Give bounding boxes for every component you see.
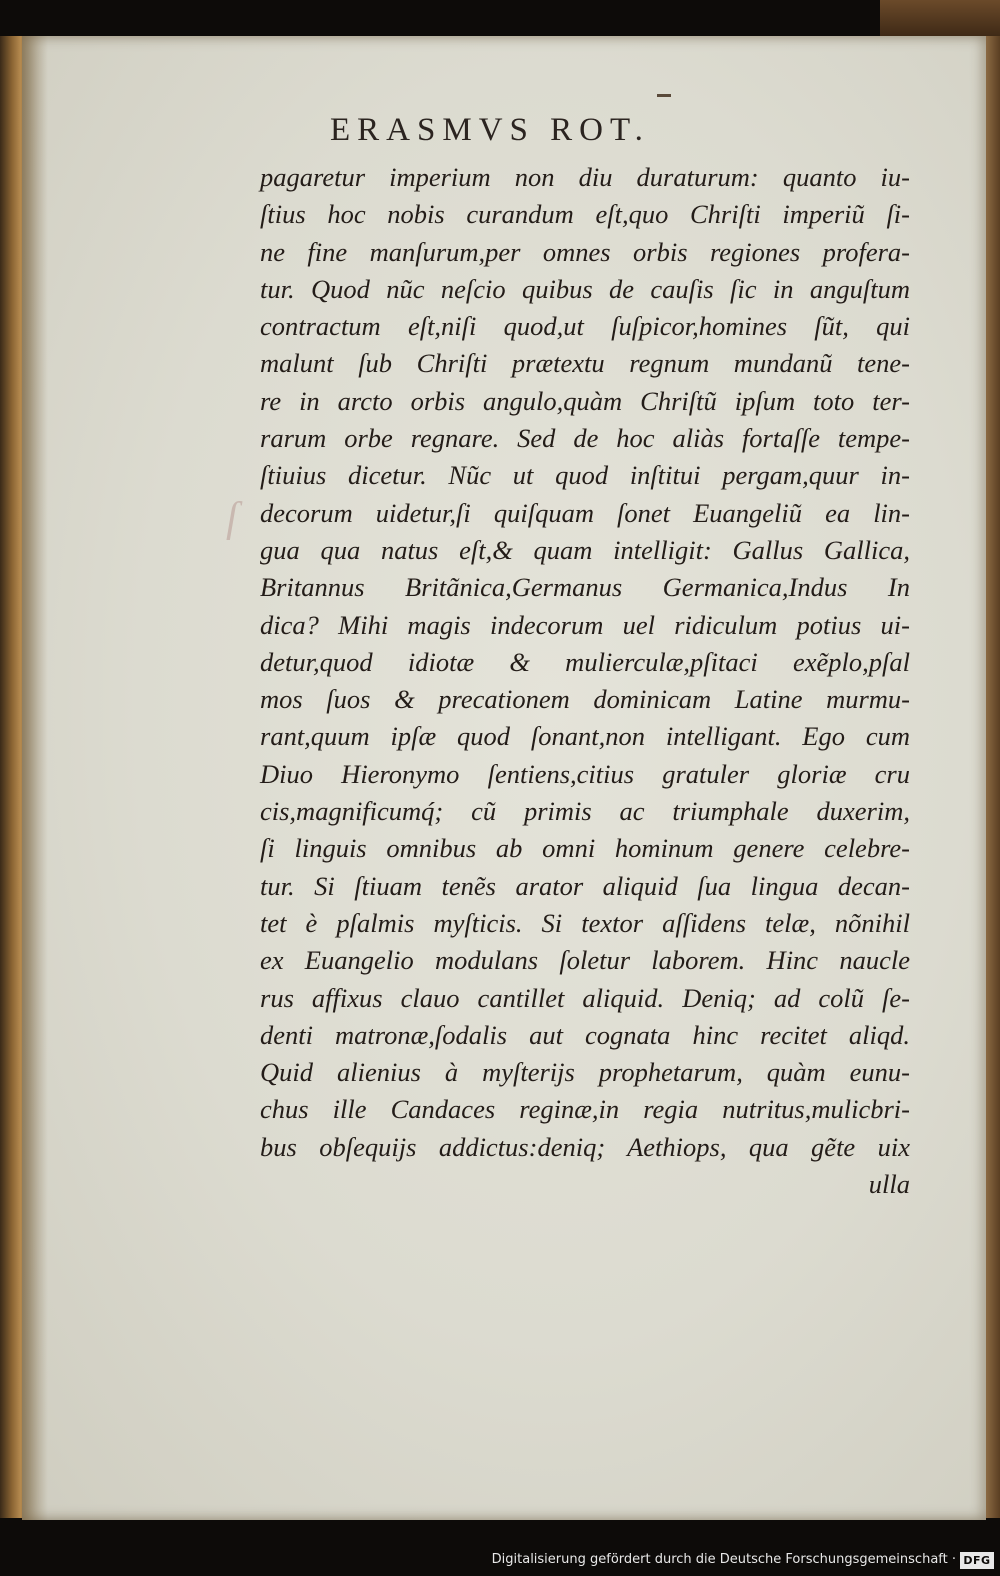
text-line: pagaretur imperium non diu duraturum: quanto iu-	[260, 162, 910, 192]
text-line: tur. Si ſtiuam tenẽs arator aliquid ſua lingua decan-	[260, 870, 910, 901]
text-line: rarum orbe regnare. Sed de hoc aliàs fortaſſe tempe-	[260, 423, 910, 454]
text-line: Diuo Hieronymo ſentiens,citius gratuler gloriæ cru	[260, 758, 910, 789]
funding-credit: Digitalisierung gefördert durch die Deutsche Forschungsgemeinschaft ·	[491, 1552, 956, 1567]
text-line: ne fine manſurum,per omnes orbis regiones profera-	[260, 236, 910, 267]
text-line: denti matronæ,ſodalis aut cognata hinc recitet aliqd.	[260, 1019, 910, 1050]
text-line: ſtiuius dicetur. Nũc ut quod inſtitui pergam,quur in-	[260, 460, 910, 491]
text-line: contractum eſt,niſi quod,ut ſuſpicor,homines ſũt, qui	[260, 311, 910, 342]
text-line: cis,magnificumq́; cũ primis ac triumphale duxerim,	[260, 796, 910, 827]
text-line: ſi linguis omnibus ab omni hominum genere celebre-	[260, 833, 910, 864]
margin-mark: ſ	[226, 495, 238, 541]
running-head: ERASMVS ROT.	[330, 112, 650, 148]
text-line: malunt ſub Chriſti prætextu regnum mundanũ tene-	[260, 348, 910, 379]
text-line: mos ſuos & precationem dominicam Latine murmu-	[260, 684, 910, 715]
text-line: ex Euangelio modulans ſoletur laborem. Hinc naucle	[260, 945, 910, 976]
page-gutter-shadow	[22, 36, 48, 1520]
text-line: rus affixus clauo cantillet aliquid. Deniq; ad colũ ſe-	[260, 982, 910, 1013]
text-line: dica? Mihi magis indecorum uel ridiculum potius ui-	[260, 609, 910, 640]
text-line: tur. Quod nũc neſcio quibus de cauſis ſic in anguſtum	[260, 273, 910, 304]
text-line: ſtius hoc nobis curandum eſt,quo Chriſti imperiũ ſi-	[260, 199, 910, 230]
text-line: bus obſequijs addictus:deniq; Aethiops, qua gẽte uix	[260, 1131, 910, 1162]
text-line: Britannus Britãnica,Germanus Germanica,Indus In	[260, 572, 910, 603]
text-line: gua qua natus eſt,& quam intelligit: Gallus Gallica,	[260, 534, 910, 565]
text-line: re in arcto orbis angulo,quàm Chriſtũ ipſum toto ter-	[260, 385, 910, 416]
text-line: decorum uidetur,ſi quiſquam ſonet Euangeliũ ea lin-	[260, 497, 910, 528]
catchword: ulla	[868, 1169, 910, 1200]
text-block	[260, 159, 910, 1203]
text-line: rant,quum ipſæ quod ſonant,non intelligant. Ego cum	[260, 721, 910, 752]
text-line: chus ille Candaces reginæ,in regia nutritus,mulicbri-	[260, 1094, 910, 1125]
book-cover-edge	[986, 36, 1000, 1518]
book-cover-corner	[880, 0, 1000, 40]
text-line: Quid alienius à myſterijs prophetarum, quàm eunu-	[260, 1057, 910, 1088]
text-line: tet è pſalmis myſticis. Si textor aſſidens telæ, nõnihil	[260, 907, 910, 938]
text-line: detur,quod idiotæ & mulierculæ,pſitaci exẽplo,pſal	[260, 646, 910, 677]
dfg-logo: DFG	[960, 1552, 994, 1569]
printer-mark	[657, 94, 671, 97]
